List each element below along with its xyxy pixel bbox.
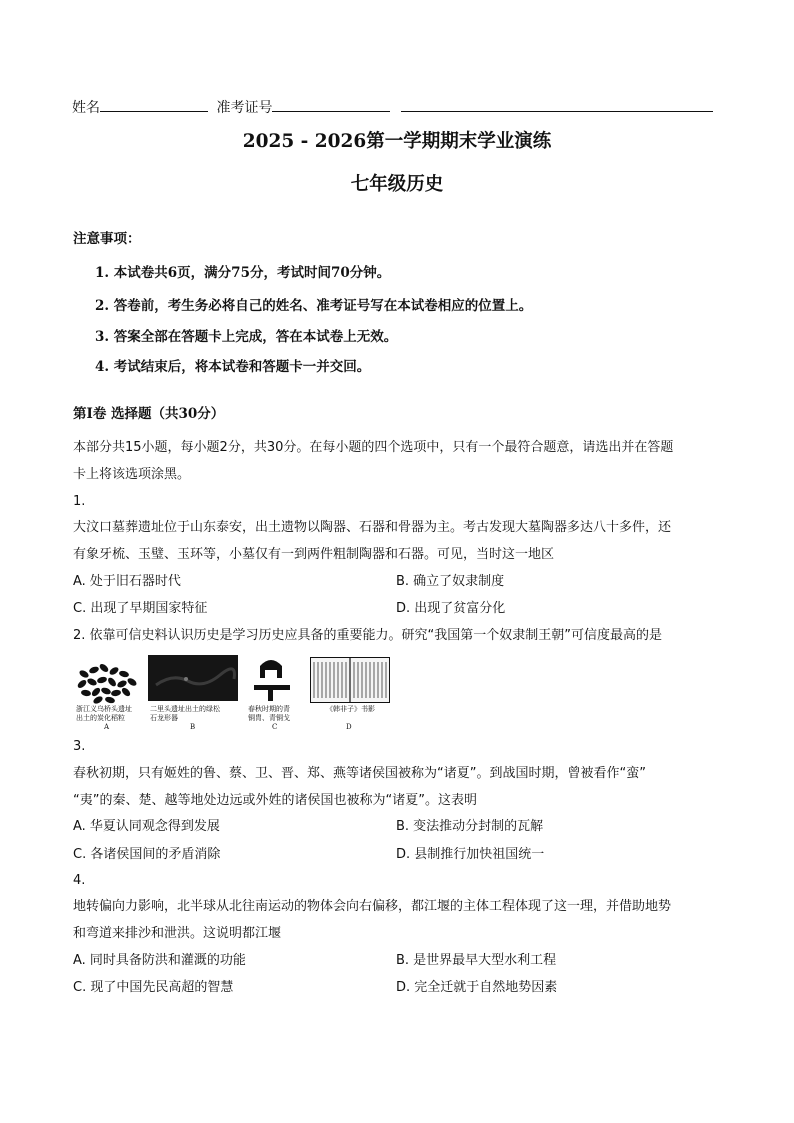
image-caption: 浙江义乌桥头遗址: [76, 705, 132, 713]
name-field[interactable]: [100, 97, 208, 112]
exam-id-label: 准考证号: [216, 100, 273, 116]
image-caption: 二里头遗址出土的绿松: [150, 705, 220, 713]
image-caption: 石龙形器: [150, 714, 178, 722]
notice-item: 1. 本试卷共6页，满分75分，考试时间70分钟。: [95, 265, 391, 281]
question-stem: 有象牙梳、玉璧、玉环等，小墓仅有一到两件粗制陶器和石器。可见，当时这一地区: [73, 547, 555, 562]
section-intro: 卡上将该选项涂黑。: [73, 467, 191, 482]
turquoise-dragon-image: [148, 655, 238, 701]
name-label: 姓名: [72, 100, 100, 116]
page-subtitle: 七年级历史: [350, 174, 444, 195]
option-a[interactable]: A. 同时具备防洪和灌溉的功能: [73, 953, 246, 968]
option-d[interactable]: D. 完全迁就于自然地势因素: [396, 980, 558, 995]
question-stem: 2. 依靠可信史料认识历史是学习历史应具备的重要能力。研究“我国第一个奴隶制王朝”可信度最高的是: [73, 628, 663, 643]
image-letter: A: [104, 723, 110, 731]
option-d[interactable]: D. 县制推行加快祖国统一: [396, 847, 545, 862]
header-row: [72, 97, 713, 117]
question-stem: 春秋初期，只有姬姓的鲁、蔡、卫、晋、郑、燕等诸侯国被称为“诸夏”。到战国时期，曾被看作“蛮”: [73, 766, 646, 781]
carbonized-rice-image: [74, 660, 140, 704]
question-number: 1.: [73, 494, 86, 509]
question-stem: 和弯道来排沙和泄洪。这说明都江堰: [73, 926, 282, 941]
image-caption: 出土的炭化稻粒: [76, 714, 125, 722]
image-caption: 铜胄、青铜戈: [248, 714, 290, 722]
option-b[interactable]: B. 变法推动分封制的瓦解: [396, 819, 544, 834]
question-stem: 地转偏向力影响，北半球从北往南运动的物体会向右偏移，都江堰的主体工程体现了这一理，并借助地势: [73, 899, 672, 914]
option-c[interactable]: C. 出现了早期国家特征: [73, 601, 208, 616]
section-intro: 本部分共15小题，每小题2分，共30分。在每小题的四个选项中，只有一个最符合题意，请选出并在答题: [73, 440, 674, 455]
notice-heading: 注意事项：: [73, 231, 141, 247]
notice-item: 3. 答案全部在答题卡上完成，答在本试卷上无效。: [95, 329, 398, 345]
exam-id-field[interactable]: [272, 97, 390, 112]
option-b[interactable]: B. 是世界最早大型水利工程: [396, 953, 557, 968]
option-c[interactable]: C. 现了中国先民高超的智慧: [73, 980, 234, 995]
section-heading: 第Ⅰ卷 选择题（共30分）: [73, 406, 225, 422]
notice-item: 4. 考试结束后，将本试卷和答题卡一并交回。: [95, 359, 371, 375]
question-stem: 大汶口墓葬遗址位于山东泰安，出土遗物以陶器、石器和骨器为主。考古发现大墓陶器多达八十多件，还: [73, 520, 672, 535]
blank-field[interactable]: [401, 97, 713, 112]
question-number: 4.: [73, 873, 86, 888]
question-stem: “夷”的秦、楚、越等地处边远或外姓的诸侯国也被称为“诸夏”。这表明: [73, 793, 477, 808]
option-a[interactable]: A. 处于旧石器时代: [73, 574, 181, 589]
image-letter: B: [190, 723, 196, 731]
book-page-image: [310, 657, 390, 703]
option-a[interactable]: A. 华夏认同观念得到发展: [73, 819, 220, 834]
image-caption: 春秋时期的青: [248, 705, 290, 713]
page-title: 2025 - 2026第一学期期末学业演练: [242, 131, 552, 152]
image-caption: 《韩非子》书影: [326, 705, 375, 713]
image-letter: C: [272, 723, 278, 731]
option-b[interactable]: B. 确立了奴隶制度: [396, 574, 505, 589]
question-number: 3.: [73, 739, 86, 754]
option-d[interactable]: D. 出现了贫富分化: [396, 601, 506, 616]
bronze-helmet-dagger-image: [250, 656, 296, 702]
notice-item: 2. 答卷前，考生务必将自己的姓名、准考证号写在本试卷相应的位置上。: [95, 298, 533, 314]
image-letter: D: [346, 723, 352, 731]
option-c[interactable]: C. 各诸侯国间的矛盾消除: [73, 847, 221, 862]
